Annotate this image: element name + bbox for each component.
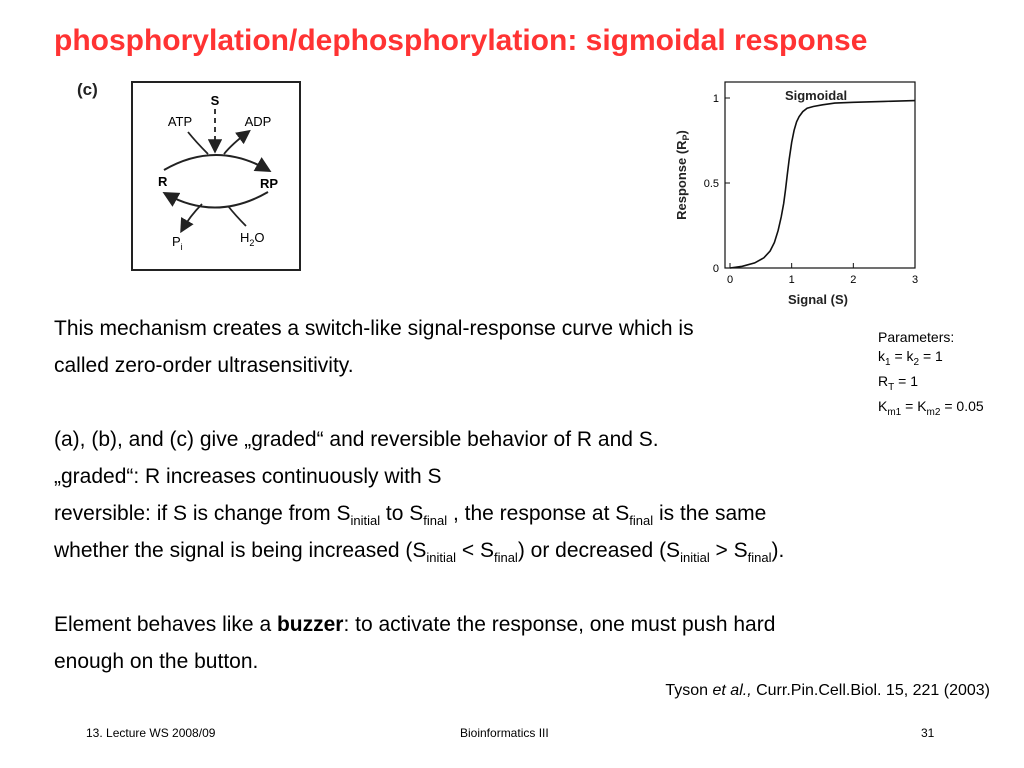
parameter-k: $k_1 = k_2 = 1$ [878, 348, 943, 368]
x-tick-label: 2 [850, 274, 857, 286]
body-line-3: (a), (b), and (c) give „graded“ and reversible behavior of R and S. [54, 428, 659, 451]
h2o-label: $H_2O$ [240, 230, 265, 248]
rp-label: RP [260, 176, 279, 191]
adp-label: ADP [244, 114, 272, 129]
h2o-arrow [228, 206, 246, 226]
chart-frame [725, 82, 915, 268]
footer-lecture: 13. Lecture WS 2008/09 [86, 726, 216, 740]
adp-arrow [224, 132, 248, 154]
body-line-4: „graded“: R increases continuously with S [54, 465, 442, 488]
dephosphorylation-arc [166, 192, 268, 208]
atp-label: ATP [167, 114, 193, 129]
body-line-button: enough on the button. [54, 650, 259, 673]
phosphorylation-arc [164, 155, 268, 170]
y-tick-label: 0.5 [703, 178, 719, 190]
footer-course: Bioinformatics III [460, 726, 549, 740]
y-axis-label: Response $(R_P)$ [674, 130, 691, 220]
citation: Tyson et al., Curr.Pin.Cell.Biol. 15, 221 (2003) [665, 682, 990, 699]
slide-body-text [54, 310, 954, 680]
pi-label: $P_i$ [172, 234, 183, 252]
response-curve [730, 101, 915, 268]
footer-page-number: 31 [921, 726, 935, 740]
parameter-km: $K_{m1} = K_{m2} = 0.05$ [878, 397, 984, 418]
x-tick-label: 3 [911, 274, 919, 286]
body-line-1: This mechanism creates a switch-like signal-response curve which is [54, 317, 694, 340]
y-tick-label: 0 [712, 263, 719, 275]
x-tick-label: 0 [726, 274, 734, 286]
parameters-heading: Parameters: [878, 329, 955, 345]
diagram-panel-label: (c) [77, 80, 98, 99]
pi-arrow [182, 204, 202, 230]
chart-title: Sigmoidal [784, 88, 848, 103]
parameter-rt: $R_T = 1$ [878, 372, 918, 393]
signal-label: S [210, 93, 220, 108]
y-tick-label: 1 [712, 93, 719, 105]
x-tick-label: 1 [788, 274, 795, 286]
body-line-reversible: reversible: if S is change from $S_{initial}$ to $S_{final}$ , the response at $S_{final}$ is the same [54, 502, 767, 528]
phosphorylation-cycle-diagram [128, 78, 304, 274]
body-line-buzzer: Element behaves like a buzzer: to activate the response, one must push hard [54, 613, 776, 636]
x-axis-label: Signal (S) [788, 292, 848, 307]
buzzer-emphasis: buzzer [276, 613, 344, 636]
sigmoidal-response-chart [668, 78, 928, 312]
r-label: R [158, 174, 168, 189]
slide-title: phosphorylation/dephosphorylation: sigmoidal response [54, 24, 868, 57]
body-line-whether: whether the signal is being increased $(S_{initial} < S_{final})$ or decreased $(S_{initial} > S_{final})$. [54, 539, 785, 565]
atp-arrow [188, 132, 208, 154]
body-line-2: called zero-order ultrasensitivity. [54, 354, 354, 377]
